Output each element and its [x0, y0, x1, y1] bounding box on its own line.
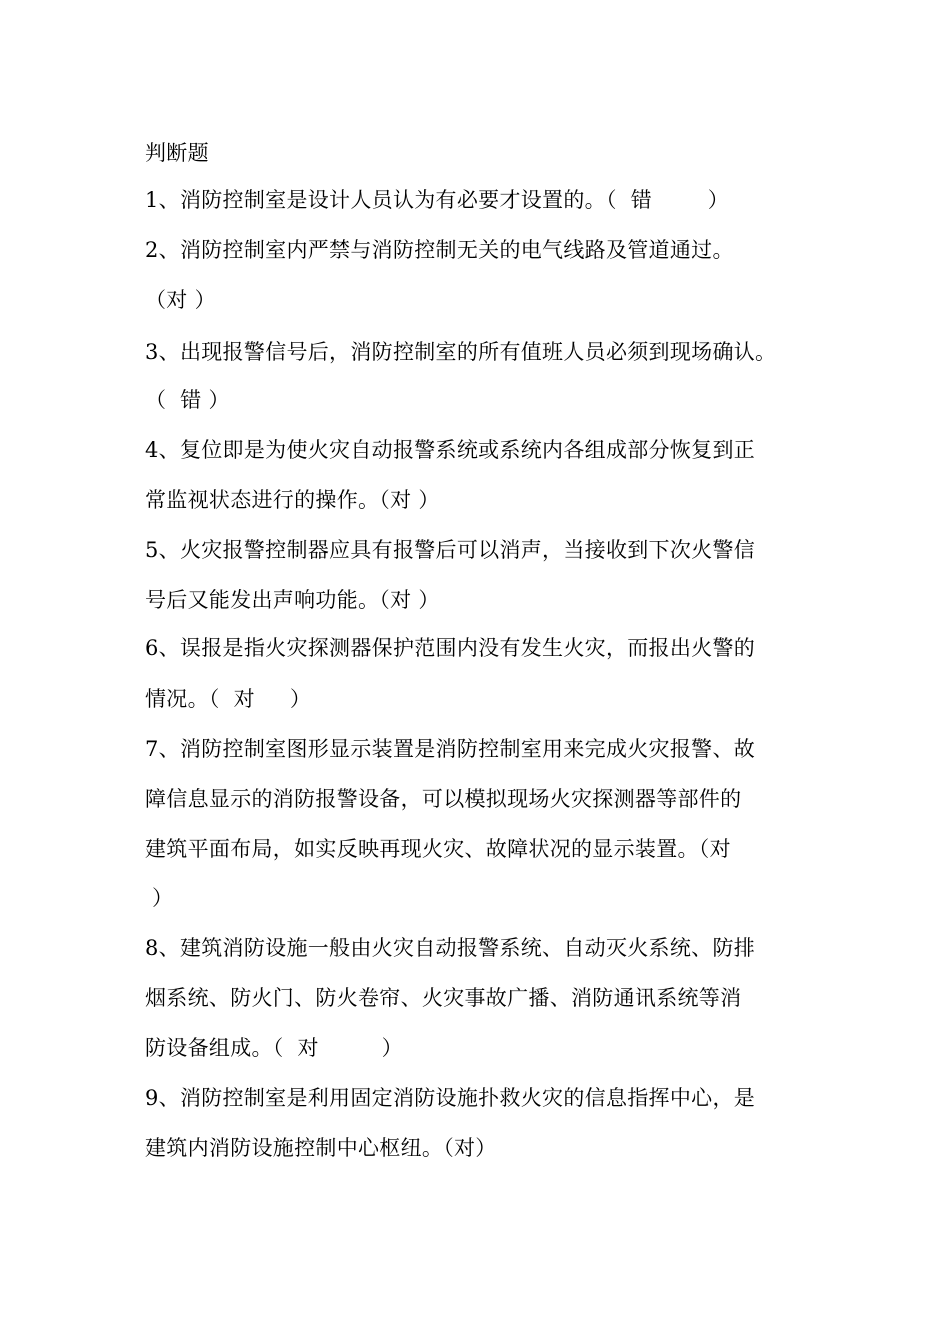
question-8-line-1: 8、建筑消防设施一般由火灾自动报警系统、自动灭火系统、防排: [145, 936, 756, 960]
question-8-line-2: 烟系统、防火门、防火卷帘、火灾事故广播、消防通讯系统等消: [145, 986, 742, 1010]
question-4-line-2: 常监视状态进行的操作。（对 ）: [145, 488, 440, 512]
question-6-line-2: 情况。（ 对 ）: [145, 687, 312, 711]
section-title: 判断题: [145, 141, 209, 165]
question-5-line-2: 号后又能发出声响功能。（对 ）: [145, 588, 440, 612]
question-2-line-1: 2、消防控制室内严禁与消防控制无关的电气线路及管道通过。: [145, 238, 734, 262]
question-7-line-1: 7、消防控制室图形显示装置是消防控制室用来完成火灾报警、故: [145, 737, 756, 761]
question-9-line-2: 建筑内消防设施控制中心枢纽。（对）: [145, 1136, 497, 1160]
question-3-line-1: 3、出现报警信号后，消防控制室的所有值班人员必须到现场确认。: [145, 340, 777, 364]
question-8-line-3: 防设备组成。（ 对 ）: [145, 1036, 403, 1060]
question-3-line-2: （ 错 ）: [145, 388, 230, 412]
question-9-line-1: 9、消防控制室是利用固定消防设施扑救火灾的信息指挥中心，是: [145, 1086, 756, 1110]
question-7-line-4: ）: [145, 886, 174, 910]
question-1-line-1: 1、消防控制室是设计人员认为有必要才设置的。（ 错 ）: [145, 188, 730, 212]
question-6-line-1: 6、误报是指火灾探测器保护范围内没有发生火灾，而报出火警的: [145, 636, 756, 660]
question-7-line-3: 建筑平面布局，如实反映再现火灾、故障状况的显示装置。（对: [145, 837, 731, 861]
question-7-line-2: 障信息显示的消防报警设备，可以模拟现场火灾探测器等部件的: [145, 787, 742, 811]
question-5-line-1: 5、火灾报警控制器应具有报警后可以消声，当接收到下次火警信: [145, 538, 756, 562]
question-2-line-2: （对 ）: [145, 288, 216, 312]
question-4-line-1: 4、复位即是为使火灾自动报警系统或系统内各组成部分恢复到正: [145, 438, 756, 462]
